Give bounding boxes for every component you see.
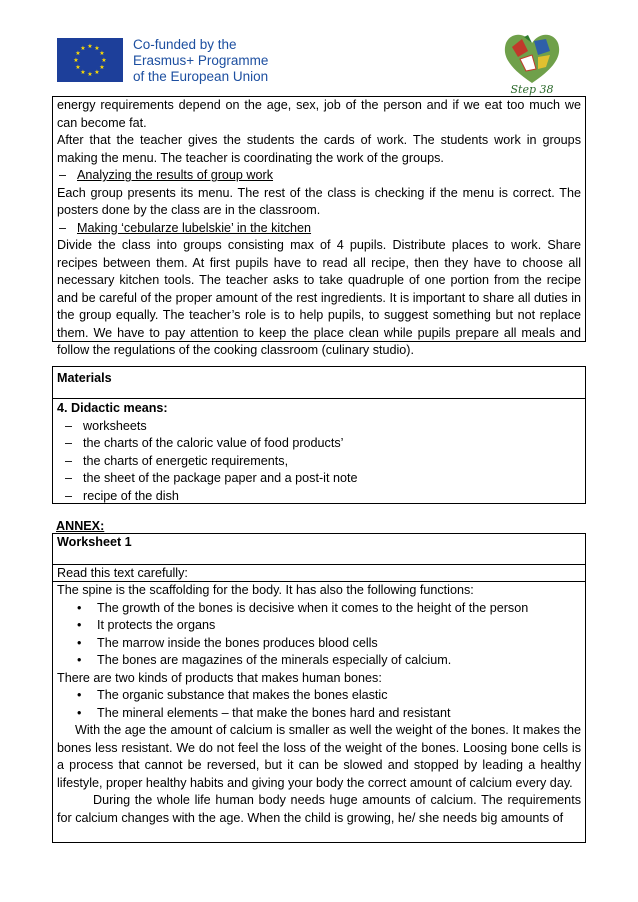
didactic-means-title: 4. Didactic means: <box>57 401 168 415</box>
annex-label: ANNEX: <box>56 519 105 533</box>
calcium-paragraph: With the age the amount of calcium is smaller as well the weight of the bones. It makes the bones less resistant. We do not feel the loss of the weight of the bones. Loosing bone cells is a process that cannot be reversed, but it can be slowed and stopped by leading a healthy lifestyle, proper healthy habits and giving your body the correct amount of calcium every day. <box>57 723 581 790</box>
materials-title: Materials <box>57 371 112 385</box>
presents-paragraph: Each group presents its menu. The rest of the class is checking if the menu is correct. The posters done by the class are in the classroom. <box>57 185 581 217</box>
svg-text:★: ★ <box>80 45 86 52</box>
function-bullet: • The bones are magazines of the minerals especially of calcium. <box>77 653 452 667</box>
step-heading-analyzing: – Analyzing the results of group work <box>59 168 274 182</box>
product-bullet: • The mineral elements – that make the bones hard and resistant <box>77 705 451 720</box>
eu-line-2: Erasmus+ Programme <box>133 53 269 68</box>
worksheet-box <box>52 533 586 843</box>
eu-flag-icon <box>57 38 123 82</box>
svg-text:★: ★ <box>99 64 105 71</box>
project-logo-heart-icon <box>498 25 566 97</box>
products-intro: There are two kinds of products that makes human bones: <box>57 670 382 685</box>
svg-text:★: ★ <box>75 50 81 57</box>
svg-text:★: ★ <box>87 43 93 50</box>
eu-cofunded-text <box>133 37 268 85</box>
step-heading-making: – Making ‘cebularze lubelskie’ in the kitchen <box>59 220 312 235</box>
product-bullet: • The organic substance that makes the bones elastic <box>77 688 388 702</box>
energy-paragraph: energy requirements depend on the age, sex, job of the person and if we eat too much we can become fat. <box>57 98 581 130</box>
function-bullet: • It protects the organs <box>77 618 216 632</box>
lesson-procedure-box <box>52 96 586 357</box>
svg-text:★: ★ <box>87 71 93 78</box>
eu-line-1: Co-funded by the <box>133 37 237 52</box>
svg-text:★: ★ <box>101 57 107 64</box>
logo-caption: Step 38 <box>510 83 554 96</box>
eu-line-3: of the European Union <box>133 69 269 84</box>
svg-text:★: ★ <box>73 57 79 64</box>
life-paragraph: During the whole life human body needs huge amounts of calcium. The requirements for calcium changes with the age. When the child is growing, he/ she needs big amounts of <box>57 793 581 825</box>
page-header <box>0 0 638 96</box>
spine-intro: The spine is the scaffolding for the body. It has also the following functions: <box>57 583 474 597</box>
svg-text:★: ★ <box>94 45 100 52</box>
material-item: – the charts of energetic requirements, <box>65 453 289 468</box>
svg-text:★: ★ <box>80 69 86 76</box>
function-bullet: • The marrow inside the bones produces blood cells <box>77 635 378 650</box>
materials-box <box>52 366 586 504</box>
material-item: – worksheets <box>65 418 147 433</box>
material-item: – the charts of the caloric value of food products’ <box>65 436 344 450</box>
svg-text:★: ★ <box>94 69 100 76</box>
material-item: – the sheet of the package paper and a post-it note <box>65 471 358 485</box>
worksheet-title: Worksheet 1 <box>57 535 132 549</box>
cards-paragraph: After that the teacher gives the students the cards of work. The students work in groups making the menu. The teacher is coordinating the work of the groups. <box>57 133 581 165</box>
function-bullet: • The growth of the bones is decisive when it comes to the height of the person <box>77 600 529 615</box>
divide-paragraph: Divide the class into groups consisting max of 4 pupils. Distribute places to work. Share recipes between them. At first pupils have to read all recipe, then they have to choose all necessary kitchen tools. The teacher asks to take quadruple of one portion from the recipe and be careful of the proper amount of the rest ingredients. It is important to share all duties in the group equally. The teacher’s role is to help pupils, to suggest something but not replace them. We have to pay attention to keep the place clean while pupils prepare all meals and follow the regulations of the cooking classroom (culinary studio). <box>57 238 581 357</box>
material-item: – recipe of the dish <box>65 488 179 503</box>
svg-text:★: ★ <box>99 50 105 57</box>
worksheet-instruction: Read this text carefully: <box>57 566 188 580</box>
svg-text:★: ★ <box>75 64 81 71</box>
